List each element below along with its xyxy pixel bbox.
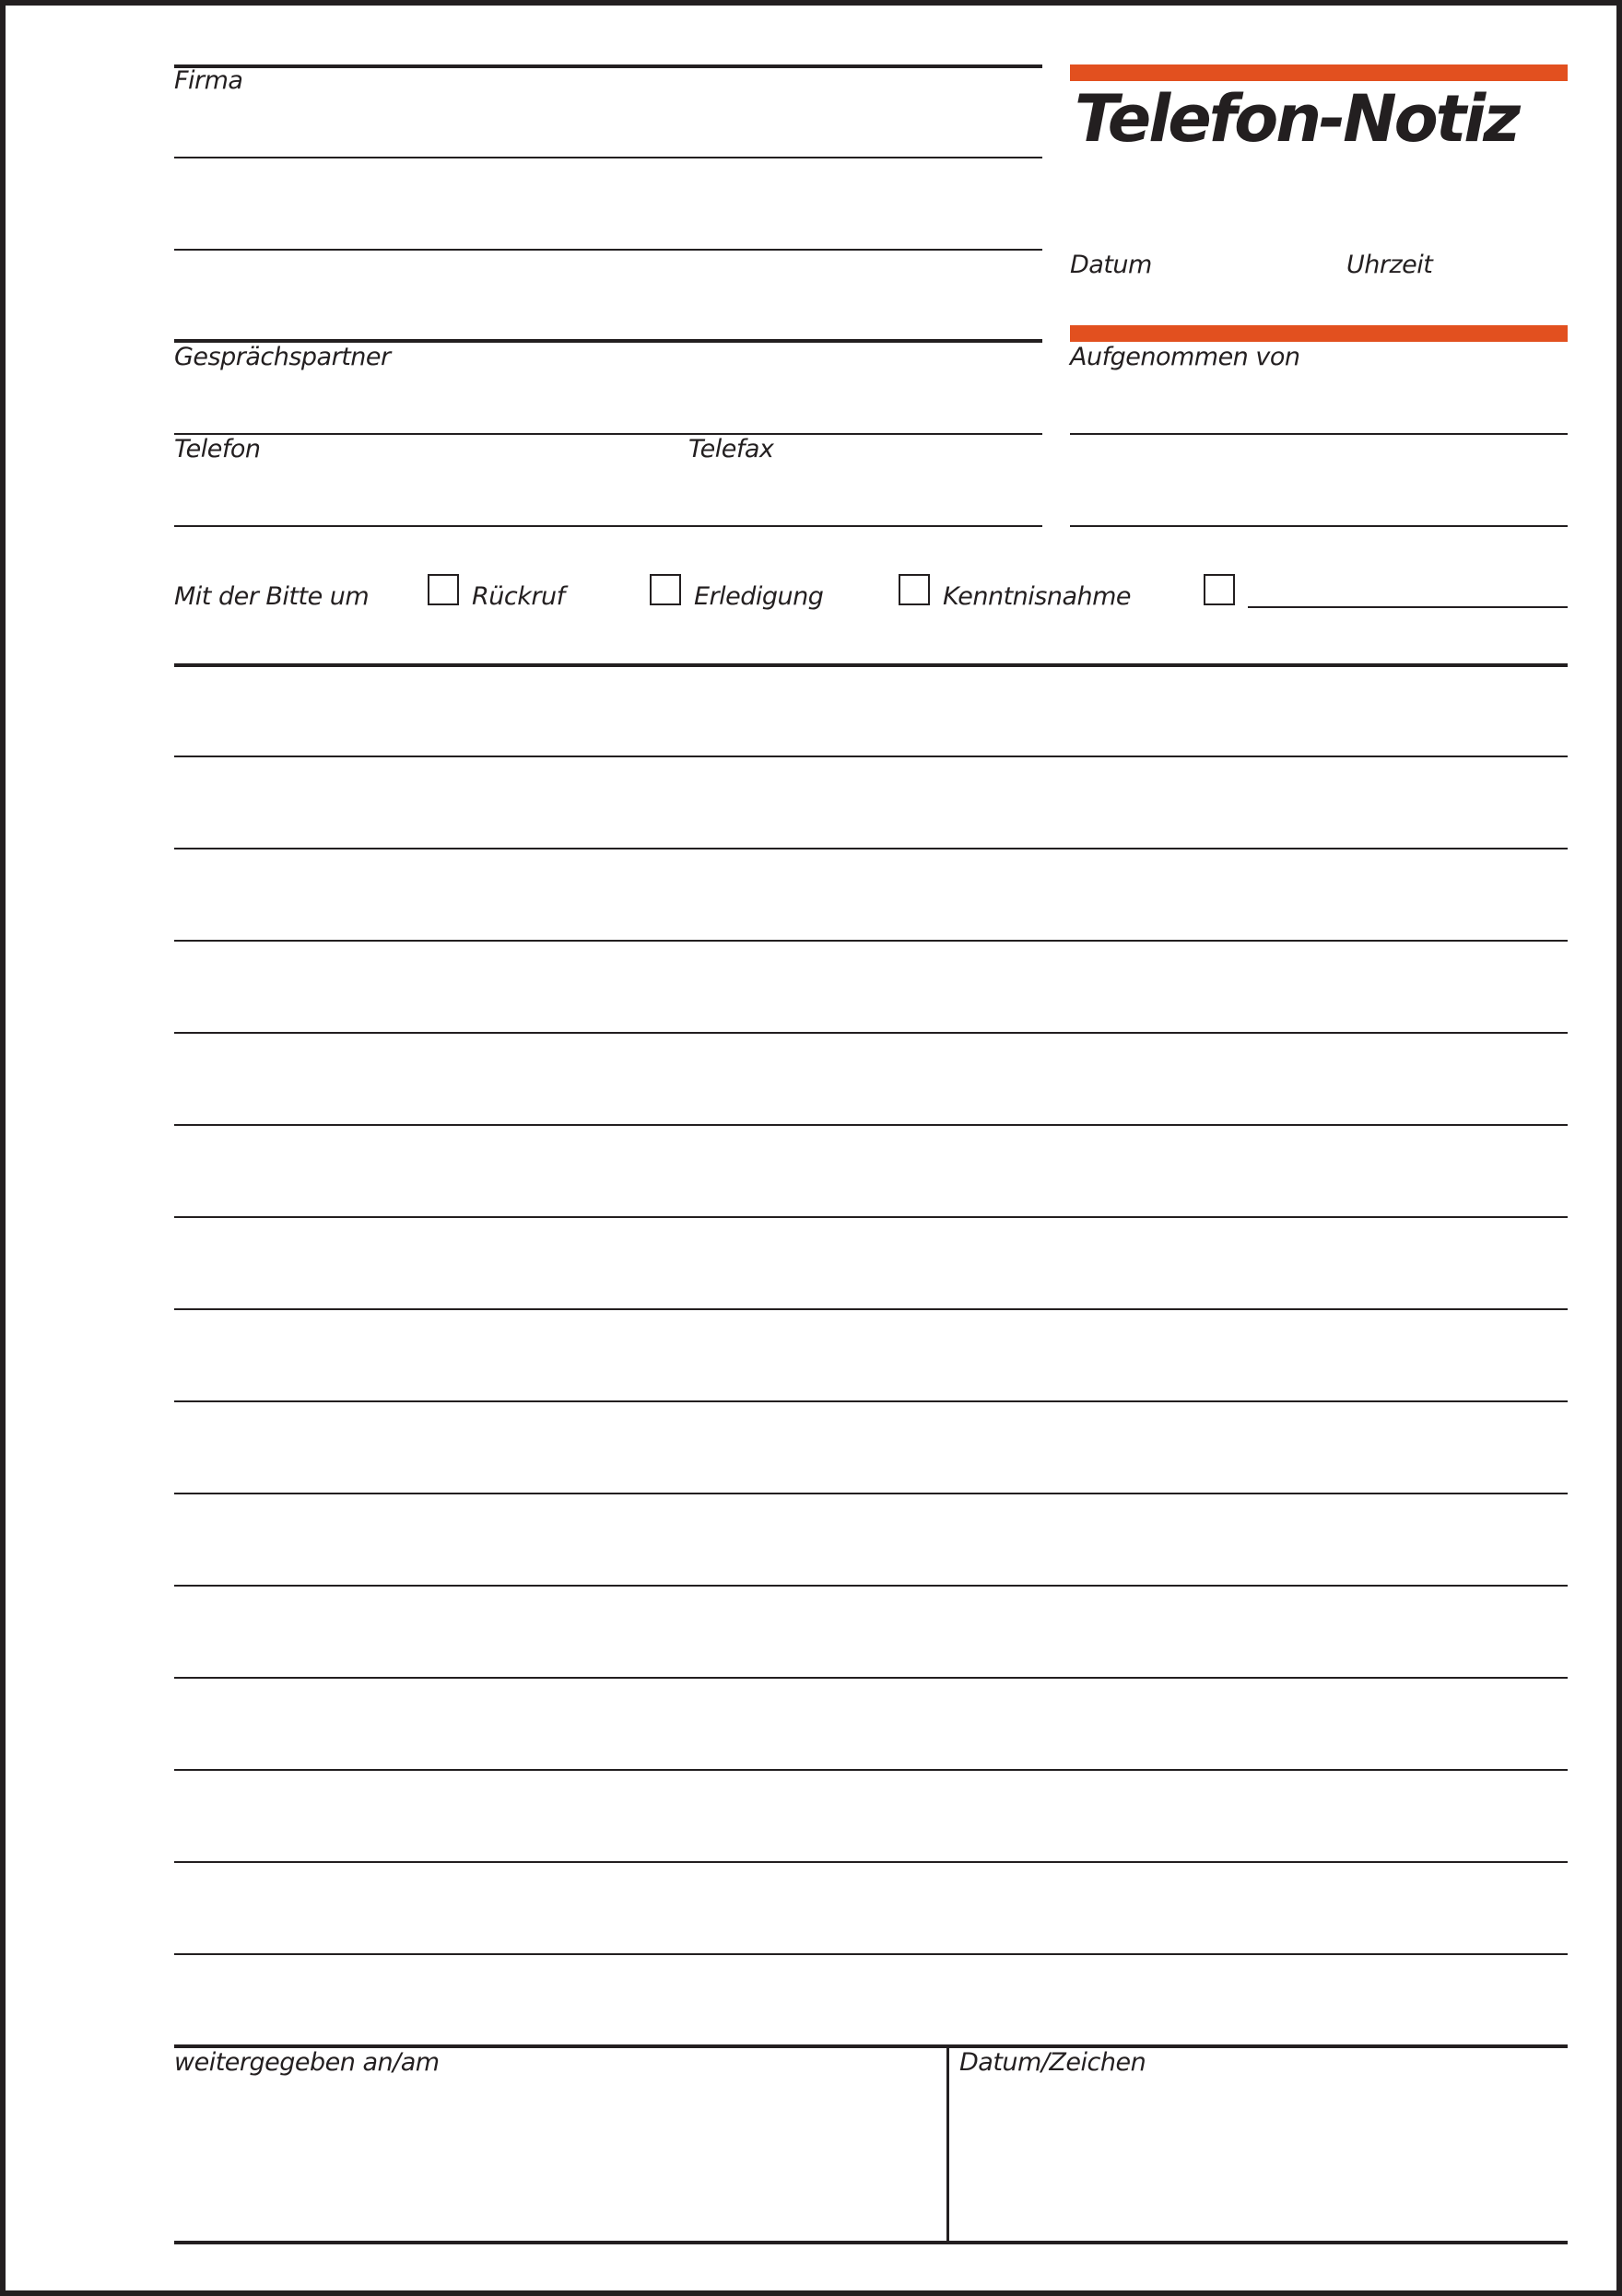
note-line[interactable] (174, 1308, 1568, 1310)
note-line[interactable] (174, 756, 1568, 757)
note-line[interactable] (174, 1400, 1568, 1402)
note-line[interactable] (174, 1032, 1568, 1034)
note-line[interactable] (174, 1124, 1568, 1126)
telefax-label: Telefax (688, 435, 774, 463)
request-label: Mit der Bitte um (174, 582, 370, 611)
rueckruf-label: Rückruf (472, 582, 565, 611)
weitergegeben-label: weitergegeben an/am (174, 2048, 440, 2077)
firma-line-1[interactable] (174, 157, 1042, 158)
note-line[interactable] (174, 940, 1568, 942)
aufgenommen-von-line-1[interactable] (1070, 433, 1568, 435)
note-line[interactable] (174, 1585, 1568, 1587)
note-line[interactable] (174, 1493, 1568, 1494)
note-line[interactable] (174, 1769, 1568, 1771)
aufgenommen-von-line-2[interactable] (1070, 525, 1568, 527)
form-title: Telefon-Notiz (1075, 81, 1518, 157)
footer-bottom-rule (174, 2241, 1568, 2244)
note-line[interactable] (174, 848, 1568, 849)
firma-label: Firma (174, 66, 243, 95)
gespraechspartner-line[interactable] (174, 433, 1042, 435)
title-accent-bar-top (1070, 64, 1568, 81)
firma-top-rule (174, 64, 1042, 68)
kenntnisnahme-label: Kenntnisnahme (943, 582, 1132, 611)
erledigung-checkbox[interactable] (650, 574, 681, 605)
rueckruf-checkbox[interactable] (428, 574, 459, 605)
telefon-telefax-line[interactable] (174, 525, 1042, 527)
note-line[interactable] (174, 1216, 1568, 1218)
other-request-checkbox[interactable] (1204, 574, 1235, 605)
gespraechspartner-label: Gesprächspartner (174, 343, 391, 371)
note-line[interactable] (174, 1677, 1568, 1679)
kenntnisnahme-checkbox[interactable] (899, 574, 930, 605)
note-line[interactable] (174, 1953, 1568, 1955)
title-accent-bar-bottom (1070, 325, 1568, 342)
note-line[interactable] (174, 1861, 1568, 1863)
aufgenommen-von-label: Aufgenommen von (1070, 343, 1300, 371)
uhrzeit-label: Uhrzeit (1346, 251, 1433, 279)
footer-divider (946, 2044, 949, 2243)
datum-zeichen-label: Datum/Zeichen (959, 2048, 1146, 2077)
erledigung-label: Erledigung (694, 582, 824, 611)
datum-label: Datum (1070, 251, 1152, 279)
telefon-label: Telefon (174, 435, 261, 463)
other-request-line[interactable] (1248, 606, 1568, 608)
notes-top-rule (174, 663, 1568, 667)
firma-line-2[interactable] (174, 249, 1042, 251)
